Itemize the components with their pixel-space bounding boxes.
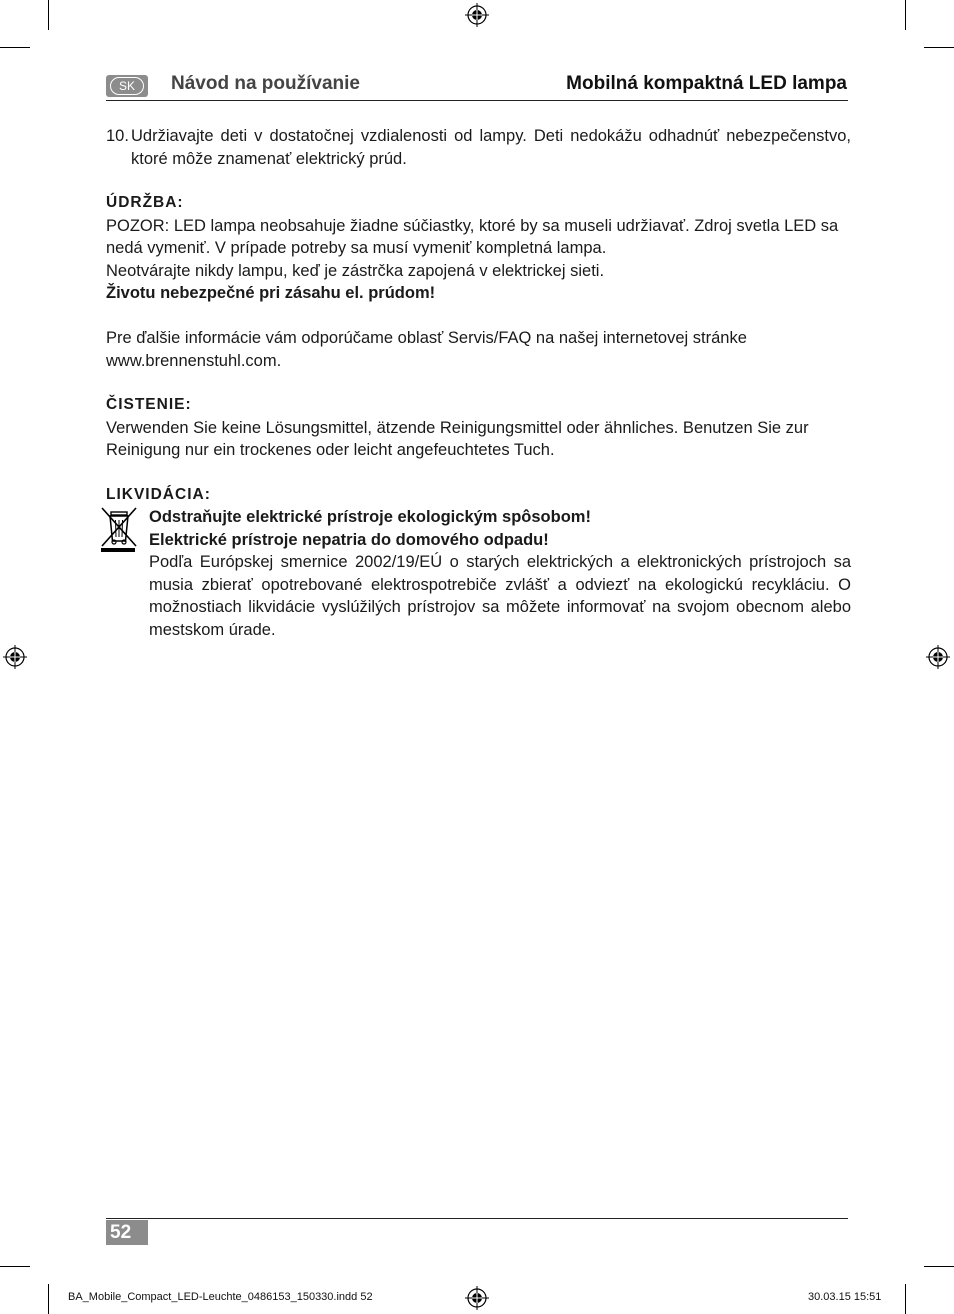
header-rule [106, 100, 848, 101]
registration-mark-icon [465, 3, 489, 27]
disposal-heading: LIKVIDÁCIA: [106, 485, 211, 503]
list-item-number: 10. [106, 127, 129, 145]
crop-mark-bottom-left-h [0, 1266, 30, 1267]
list-item-10 [106, 125, 851, 170]
disposal-bold-2: Elektrické prístroje nepatria do domového odpadu! [149, 530, 549, 549]
list-item-text: Udržiavajte deti v dostatočnej vzdialenosti od lampy. Deti nedokážu odhadnúť nebezpečenstvo, ktoré môže znamenať elektrický prúd. [131, 127, 851, 168]
maintenance-warning: Životu nebezpečné pri zásahu el. prúdom! [106, 284, 436, 302]
page-content [106, 125, 851, 641]
crop-mark-top-right-h [924, 47, 954, 48]
footer-rule [106, 1218, 848, 1219]
page-number: 52 [106, 1220, 148, 1245]
registration-mark-icon [3, 645, 27, 669]
maintenance-text-2: Neotvárajte nikdy lampu, keď je zástrčka zapojená v elektrickej sieti. [106, 261, 605, 280]
disposal-section [106, 506, 851, 641]
registration-mark-icon [465, 1286, 489, 1310]
cleaning-text: Verwenden Sie keine Lösungsmittel, ätzende Reinigungsmittel oder ähnliches. Benutzen Sie zur Reinigung nur ein trockenes oder leicht angefeuchtetes Tuch. [106, 418, 809, 459]
crop-mark-bottom-right-h [924, 1266, 954, 1267]
disposal-bold-1: Odstraňujte elektrické prístroje ekologickým spôsobom! [149, 508, 591, 526]
maintenance-heading: ÚDRŽBA: [106, 194, 184, 211]
language-code: SK [110, 77, 144, 95]
language-badge [106, 75, 148, 97]
crop-mark-top-right-v [905, 0, 906, 30]
disposal-text: Podľa Európskej smernice 2002/19/EÚ o starých elektrických a elektronických prístrojoch sa musia zbierať opotrebované elektrospotrebiče zvlášť a odviezť na ekologickú recykláciu. O možnostiach likvidácie vyslúžilých prístrojov sa môžete informovať na svojom obecnom alebo mestskom úrade. [149, 553, 851, 639]
crop-mark-top-left-v [48, 0, 49, 30]
maintenance-text-1: POZOR: LED lampa neobsahuje žiadne súčiastky, ktoré by sa museli udržiavať. Zdroj svetla LED sa nedá vymeniť. V prípade potreby sa musí vymeniť kompletná lampa. [106, 216, 839, 257]
crop-mark-top-left-h [0, 47, 30, 48]
crop-mark-bottom-right-v [905, 1284, 906, 1314]
crop-mark-bottom-left-v [48, 1284, 49, 1314]
slug-file: BA_Mobile_Compact_LED-Leuchte_0486153_150330.indd 52 [68, 1291, 373, 1303]
document-title: Návod na používanie [171, 73, 360, 94]
weee-bin-icon [106, 506, 149, 641]
product-title: Mobilná kompaktná LED lampa [566, 73, 847, 94]
slug-date: 30.03.15 15:51 [808, 1291, 882, 1303]
cleaning-heading: ČISTENIE: [106, 396, 192, 413]
registration-mark-icon [926, 645, 950, 669]
maintenance-info: Pre ďalšie informácie vám odporúčame oblasť Servis/FAQ na našej internetovej stránke www.brennenstuhl.com. [106, 329, 747, 370]
